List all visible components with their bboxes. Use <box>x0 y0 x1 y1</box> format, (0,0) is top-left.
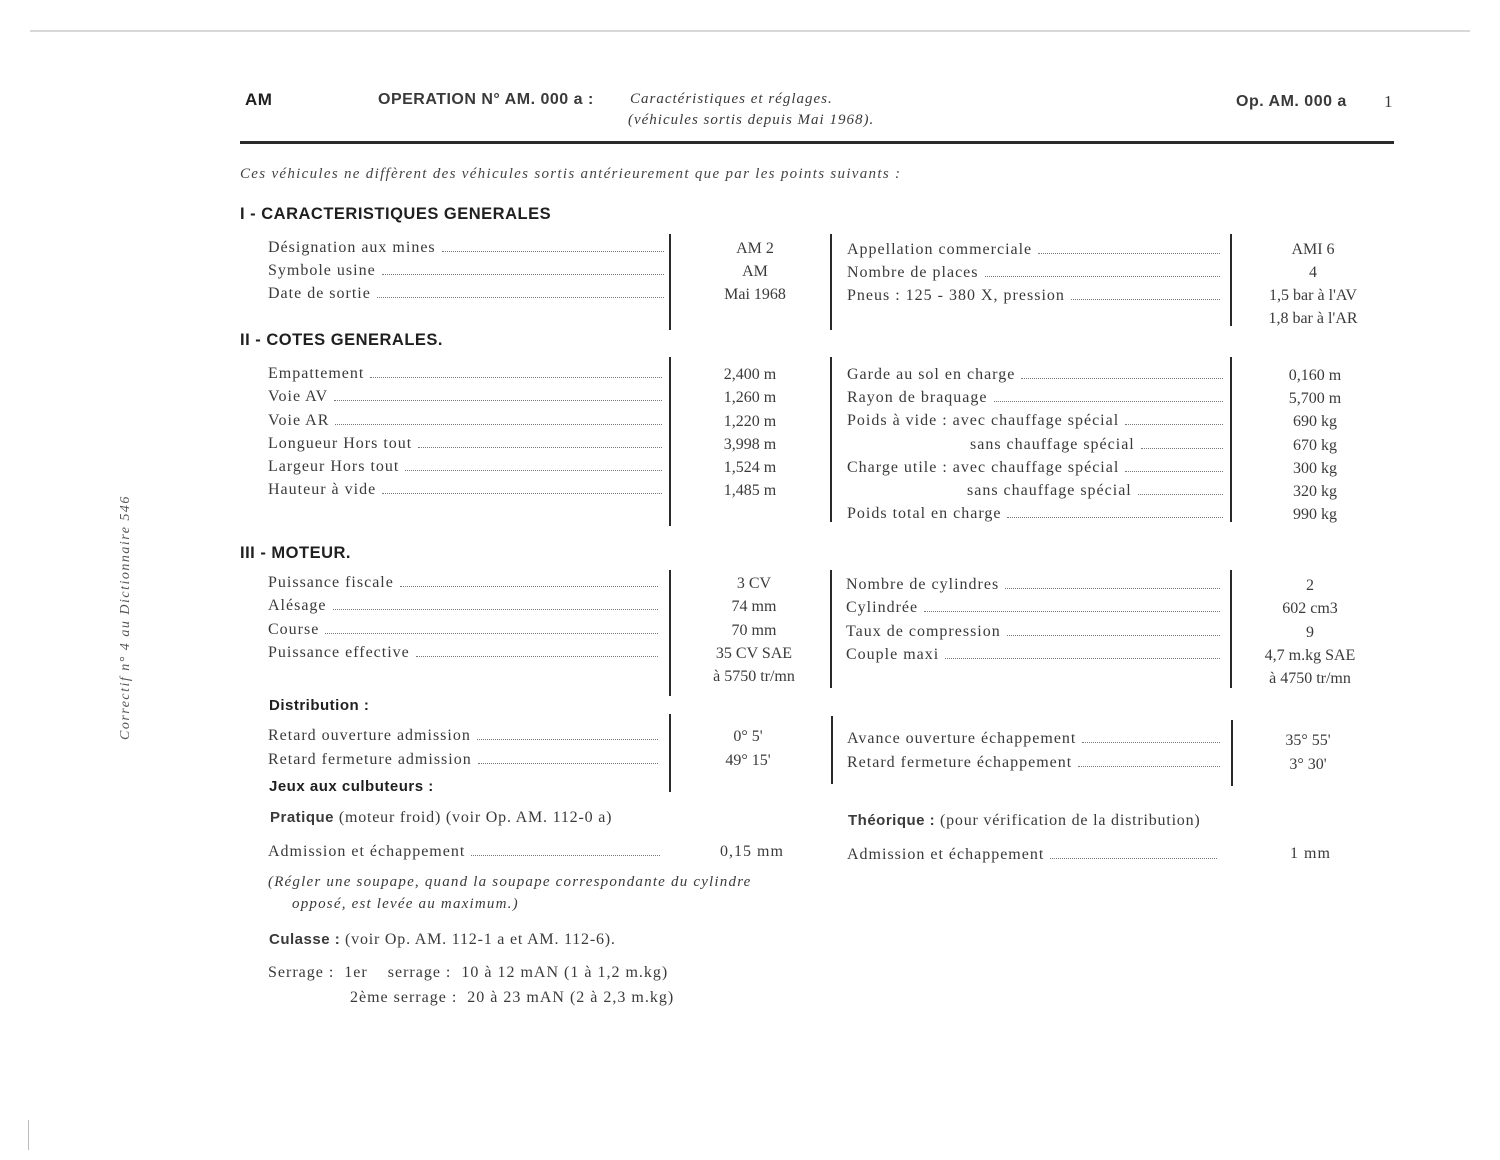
jeux-title: Jeux aux culbuteurs : <box>269 778 434 795</box>
jeux-note-line-2: opposé, est levée au maximum.) <box>292 896 519 912</box>
s3-right-values: 2 602 cm3 9 4,7 m.kg SAE à 4750 tr/mn <box>1264 577 1356 688</box>
s1-left-labels <box>268 236 666 305</box>
divider <box>669 714 671 792</box>
list-item: Admission et échappement <box>268 840 662 864</box>
section-title-caracteristiques: I - CARACTERISTIQUES GENERALES <box>240 205 552 223</box>
jeux-right-value: 1 mm <box>1290 845 1331 862</box>
s2-right-values: 0,160 m 5,700 m 690 kg 670 kg 300 kg 320 kg 990 kg <box>1288 367 1342 524</box>
list-item: Avance ouverture échappement <box>847 727 1222 751</box>
list-item: Charge utile : avec chauffage spécial <box>847 456 1225 479</box>
divider <box>831 716 833 784</box>
jeux-left-value: 0,15 mm <box>720 843 784 860</box>
list-item: Voie AV <box>268 385 664 408</box>
pratique-line <box>270 809 612 827</box>
divider <box>1230 357 1232 522</box>
list-item: Empattement <box>268 362 664 385</box>
list-item: Garde au sol en charge <box>847 363 1225 386</box>
list-item: Pneus : 125 - 380 X, pression <box>847 284 1222 307</box>
culasse-title: Culasse : <box>269 931 341 948</box>
list-item: Taux de compression <box>846 620 1222 643</box>
divider <box>830 570 832 688</box>
section-title-cotes: II - COTES GENERALES. <box>240 331 444 349</box>
list-item: Poids total en charge <box>847 502 1225 525</box>
divider <box>1230 570 1232 688</box>
list-item: Retard fermeture admission <box>268 748 660 772</box>
operation-subtitle: (véhicules sortis depuis Mai 1968). <box>628 112 875 128</box>
culasse-line <box>269 931 616 949</box>
culasse-text: (voir Op. AM. 112-1 a et AM. 112-6). <box>345 931 616 948</box>
list-item: Date de sortie <box>268 282 666 305</box>
operation-reference: Op. AM. 000 a <box>1236 93 1347 110</box>
s2-right-labels <box>847 363 1225 525</box>
section-title-moteur: III - MOTEUR. <box>240 544 351 562</box>
s2-left-labels <box>268 362 664 502</box>
list-item: Course <box>268 618 660 641</box>
jeux-left-row <box>268 840 662 864</box>
theorique-text: (pour vérification de la distribution) <box>939 812 1201 829</box>
list-item: Cylindrée <box>846 596 1222 619</box>
divider <box>830 357 832 522</box>
list-item: Désignation aux mines <box>268 236 666 259</box>
list-item: Poids à vide : avec chauffage spécial <box>847 409 1225 432</box>
list-item: Admission et échappement <box>847 843 1219 867</box>
culasse-serrage-1: Serrage : 1er serrage : 10 à 12 mAN (1 à 1,2 m.kg) <box>268 964 669 981</box>
pratique-text: (moteur froid) (voir Op. AM. 112-0 a) <box>338 809 613 826</box>
top-scan-rule <box>30 30 1470 32</box>
list-item: Puissance effective <box>268 641 660 664</box>
s1-right-labels <box>847 238 1222 307</box>
s3-left-labels <box>268 571 660 664</box>
theorique-line <box>848 812 1201 830</box>
list-item: Longueur Hors tout <box>268 432 664 455</box>
divider <box>669 234 671 330</box>
distribution-right-labels <box>847 727 1222 775</box>
list-item: sans chauffage spécial <box>847 433 1225 456</box>
s1-left-values: AM 2 AM Mai 1968 <box>724 240 786 303</box>
divider <box>669 570 671 696</box>
list-item: Rayon de braquage <box>847 386 1225 409</box>
list-item: Retard ouverture admission <box>268 724 660 748</box>
distribution-title: Distribution : <box>269 697 370 714</box>
side-note: Correctif n° 4 au Dictionnaire 546 <box>118 495 133 740</box>
page-number: 1 <box>1384 92 1393 111</box>
s2-left-values: 2,400 m 1,260 m 1,220 m 3,998 m 1,524 m 1,485 m <box>723 366 777 500</box>
list-item: Retard fermeture échappement <box>847 751 1222 775</box>
divider <box>1230 234 1232 326</box>
distribution-left-labels <box>268 724 660 772</box>
s3-right-labels <box>846 573 1222 666</box>
distribution-left-values: 0° 5' 49° 15' <box>725 728 771 769</box>
s1-right-values: AMI 6 4 1,5 bar à l'AV 1,8 bar à l'AR <box>1268 241 1358 327</box>
list-item: sans chauffage spécial <box>847 479 1225 502</box>
divider <box>1231 720 1233 786</box>
jeux-right-row <box>847 843 1219 867</box>
intro-text: Ces véhicules ne diffèrent des véhicules sortis antérieurement que par les points suivants : <box>240 166 902 182</box>
list-item: Largeur Hors tout <box>268 455 664 478</box>
list-item: Hauteur à vide <box>268 478 664 501</box>
header-rule <box>240 141 1394 144</box>
scan-mark <box>28 1120 29 1150</box>
list-item: Puissance fiscale <box>268 571 660 594</box>
culasse-serrage-2: 2ème serrage : 20 à 23 mAN (2 à 2,3 m.kg) <box>350 989 675 1006</box>
pratique-title: Pratique <box>270 809 335 826</box>
divider <box>669 357 671 526</box>
list-item: Voie AR <box>268 409 664 432</box>
list-item: Appellation commerciale <box>847 238 1222 261</box>
theorique-title: Théorique : <box>848 812 936 829</box>
list-item: Symbole usine <box>268 259 666 282</box>
header-code: AM <box>245 90 273 109</box>
operation-label: OPERATION N° AM. 000 a : <box>378 91 594 108</box>
divider <box>830 234 832 330</box>
list-item: Nombre de places <box>847 261 1222 284</box>
jeux-note-line-1: (Régler une soupape, quand la soupape correspondante du cylindre <box>268 874 752 890</box>
operation-title: Caractéristiques et réglages. <box>630 91 833 107</box>
s3-left-values: 3 CV 74 mm 70 mm 35 CV SAE à 5750 tr/mn <box>713 575 795 686</box>
list-item: Nombre de cylindres <box>846 573 1222 596</box>
list-item: Couple maxi <box>846 643 1222 666</box>
distribution-right-values: 35° 55' 3° 30' <box>1285 732 1331 773</box>
list-item: Alésage <box>268 594 660 617</box>
